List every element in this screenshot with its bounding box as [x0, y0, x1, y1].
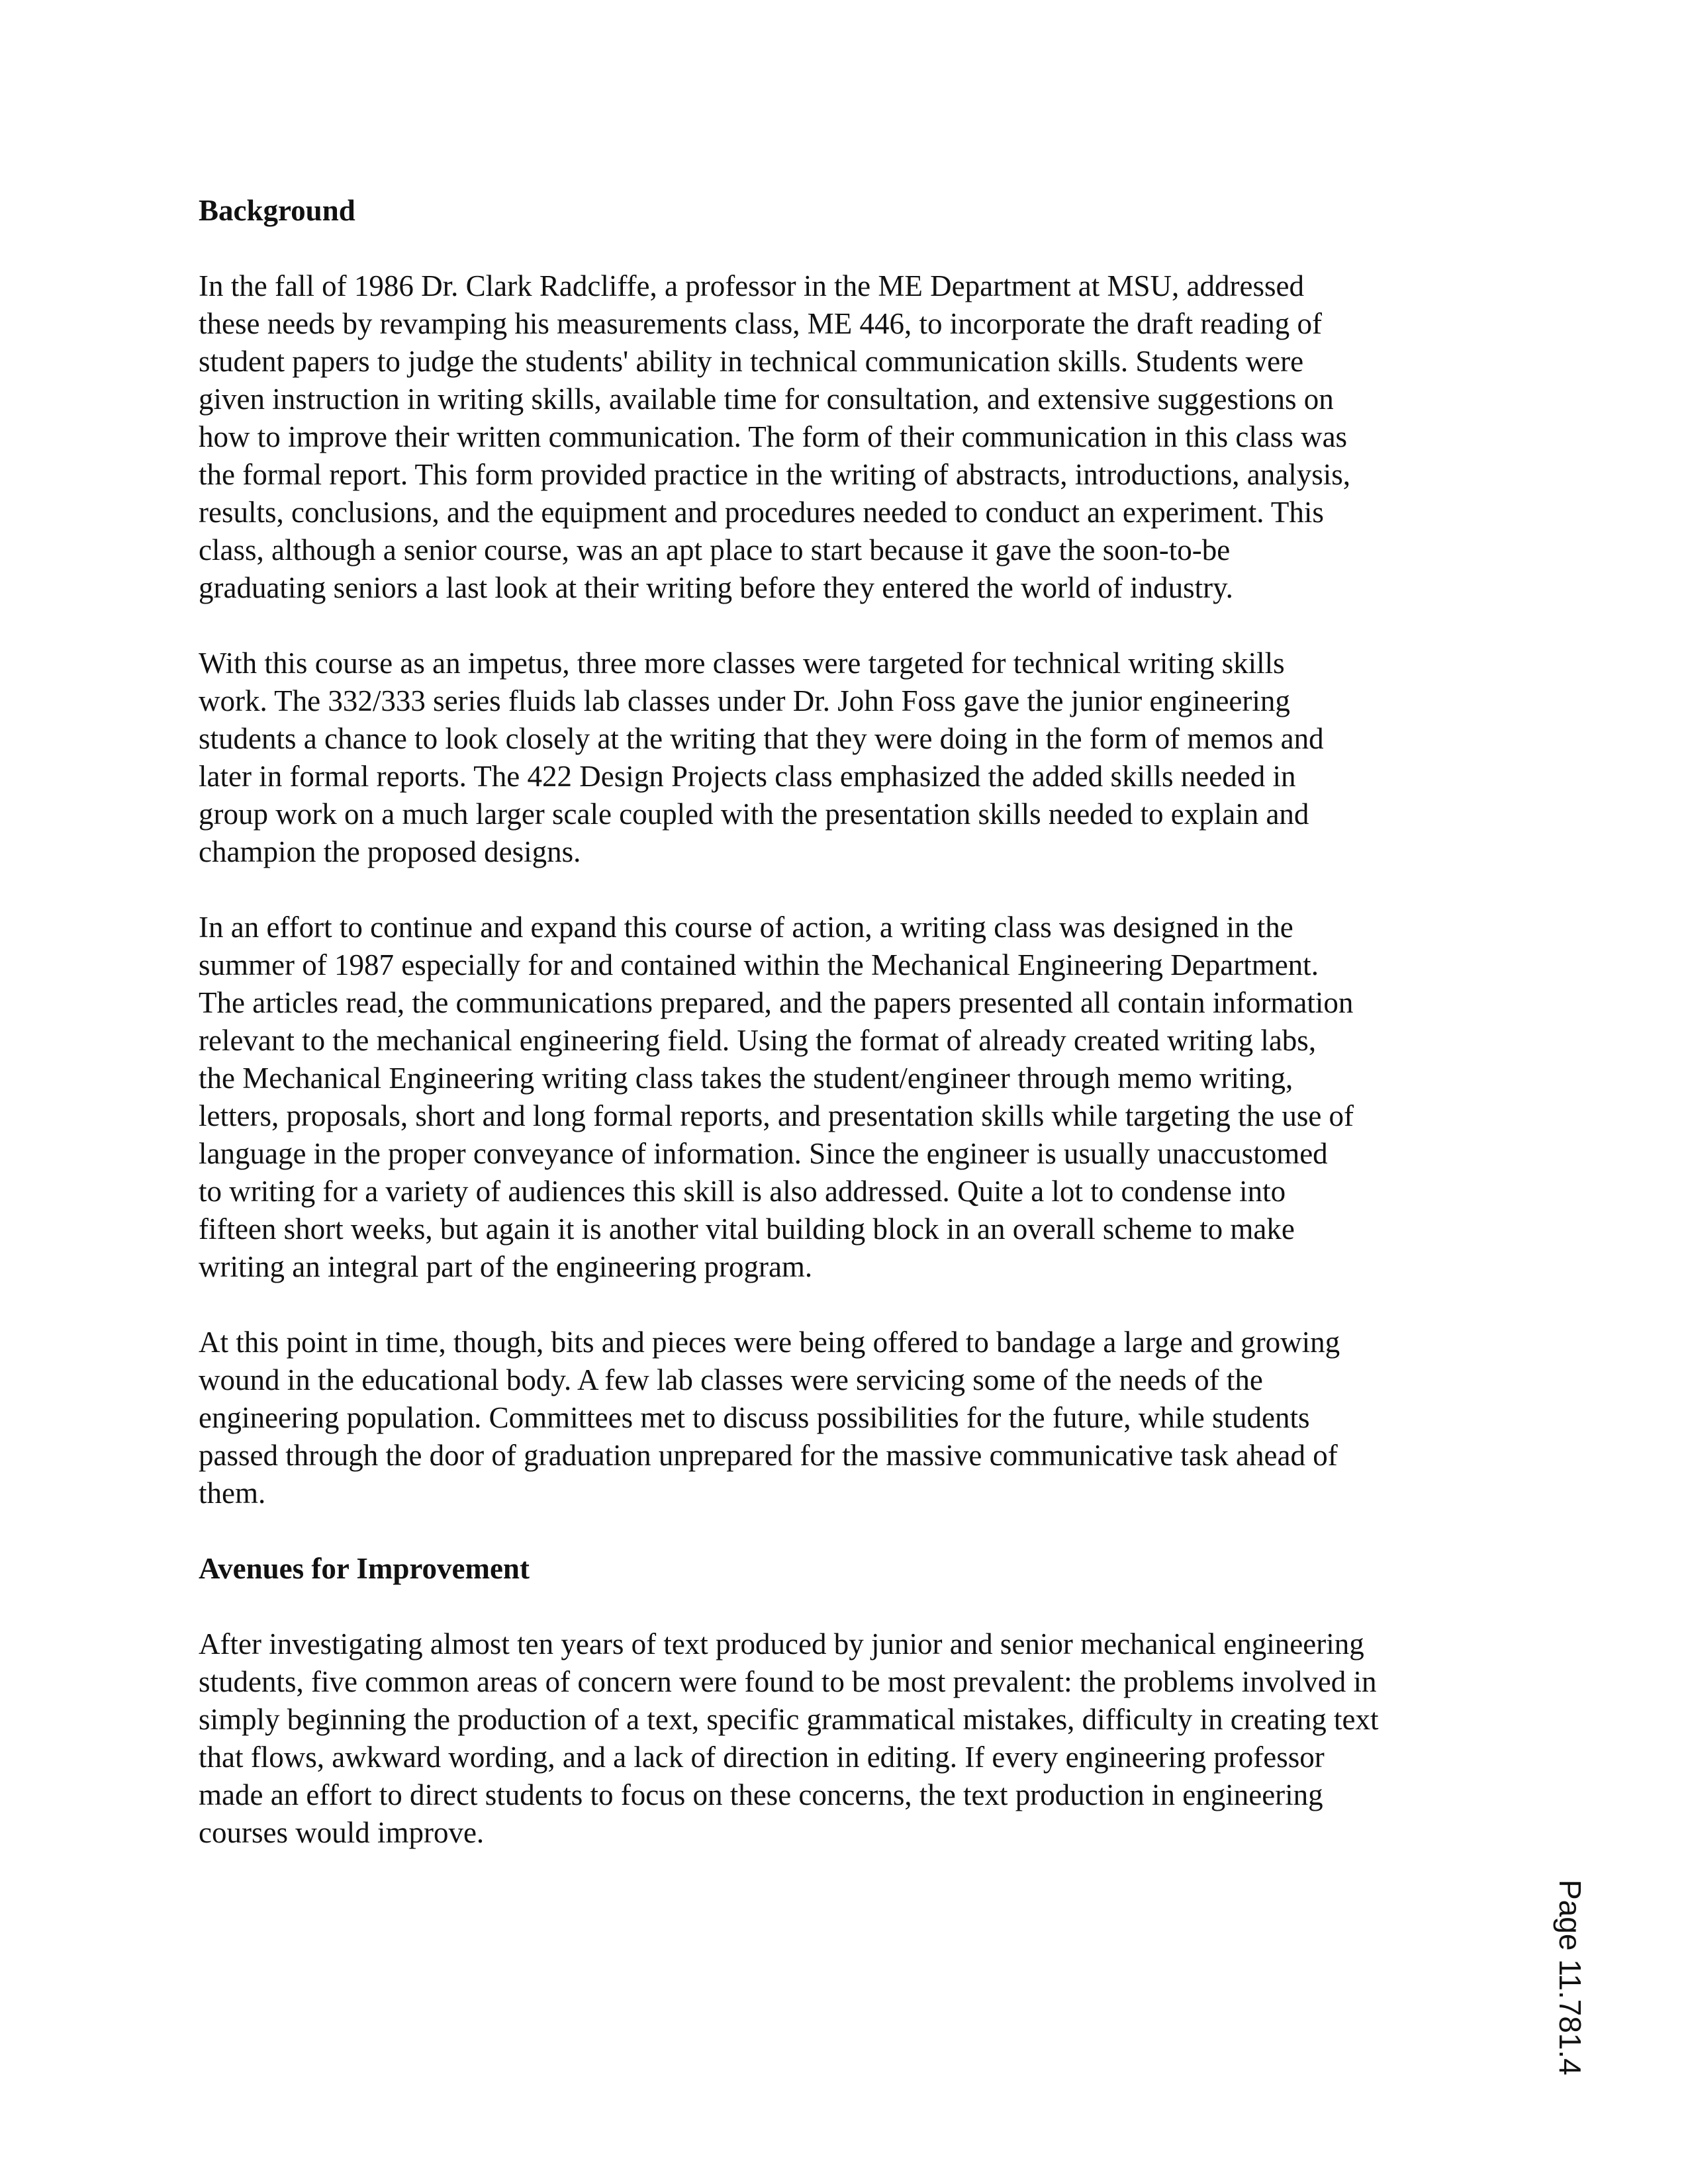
text-line: results, conclusions, and the equipment and procedures needed to conduct an experiment. This	[199, 496, 1324, 529]
paragraph-investigation	[199, 1625, 1489, 1852]
text-line: how to improve their written communication. The form of their communication in this class was	[199, 420, 1348, 453]
text-line: student papers to judge the students' ability in technical communication skills. Students were	[199, 345, 1304, 378]
paragraph-impetus	[199, 645, 1489, 871]
text-line: group work on a much larger scale coupled with the presentation skills needed to explain and	[199, 797, 1309, 831]
text-line: these needs by revamping his measurements class, ME 446, to incorporate the draft reading of	[199, 307, 1322, 340]
text-line: In an effort to continue and expand this course of action, a writing class was designed in the	[199, 911, 1293, 944]
text-line: them.	[199, 1477, 266, 1510]
text-line: made an effort to direct students to focus on these concerns, the text production in engineering	[199, 1778, 1323, 1811]
text-line: With this course as an impetus, three more classes were targeted for technical writing skills	[199, 647, 1285, 680]
section-heading-background: Background	[199, 194, 355, 227]
text-line: champion the proposed designs.	[199, 835, 581, 868]
text-line: After investigating almost ten years of text produced by junior and senior mechanical engineering	[199, 1627, 1364, 1661]
section-heading-avenues: Avenues for Improvement	[199, 1552, 530, 1585]
paragraph-radcliffe	[199, 267, 1489, 607]
document-body	[199, 192, 1489, 1889]
text-line: students a chance to look closely at the writing that they were doing in the form of memos and	[199, 722, 1324, 755]
text-line: In the fall of 1986 Dr. Clark Radcliffe, a professor in the ME Department at MSU, addressed	[199, 269, 1304, 302]
text-line: passed through the door of graduation unprepared for the massive communicative task ahead of	[199, 1439, 1338, 1472]
text-line: given instruction in writing skills, available time for consultation, and extensive suggestions on	[199, 383, 1334, 416]
text-line: The articles read, the communications prepared, and the papers presented all contain information	[199, 986, 1354, 1019]
text-line: summer of 1987 especially for and contained within the Mechanical Engineering Department.	[199, 948, 1319, 981]
text-line: to writing for a variety of audiences this skill is also addressed. Quite a lot to condense into	[199, 1175, 1286, 1208]
text-line: fifteen short weeks, but again it is another vital building block in an overall scheme to make	[199, 1212, 1295, 1246]
text-line: letters, proposals, short and long formal reports, and presentation skills while targeting the use of	[199, 1099, 1354, 1132]
text-line: relevant to the mechanical engineering field. Using the format of already created writing labs,	[199, 1024, 1317, 1057]
text-line: graduating seniors a last look at their writing before they entered the world of industry.	[199, 571, 1233, 604]
text-line: At this point in time, though, bits and pieces were being offered to bandage a large and growing	[199, 1326, 1340, 1359]
text-line: that flows, awkward wording, and a lack of direction in editing. If every engineering professor	[199, 1741, 1325, 1774]
page-number-label: Page 11.781.4	[1553, 1880, 1587, 2075]
text-line: simply beginning the production of a text, specific grammatical mistakes, difficulty in creating text	[199, 1703, 1379, 1736]
text-line: language in the proper conveyance of information. Since the engineer is usually unaccustomed	[199, 1137, 1328, 1170]
text-line: the Mechanical Engineering writing class takes the student/engineer through memo writing,	[199, 1062, 1293, 1095]
text-line: work. The 332/333 series fluids lab classes under Dr. John Foss gave the junior engineering	[199, 684, 1290, 717]
text-line: students, five common areas of concern were found to be most prevalent: the problems involved in	[199, 1665, 1377, 1698]
text-line: the formal report. This form provided practice in the writing of abstracts, introductions, analysis,	[199, 458, 1350, 491]
text-line: wound in the educational body. A few lab classes were servicing some of the needs of the	[199, 1363, 1263, 1396]
paragraph-writing-class	[199, 909, 1489, 1286]
text-line: later in formal reports. The 422 Design Projects class emphasized the added skills needed in	[199, 760, 1296, 793]
text-line: writing an integral part of the engineering program.	[199, 1250, 813, 1283]
paragraph-bandage	[199, 1324, 1489, 1512]
text-line: courses would improve.	[199, 1816, 485, 1849]
text-line: engineering population. Committees met to discuss possibilities for the future, while students	[199, 1401, 1310, 1434]
text-line: class, although a senior course, was an apt place to start because it gave the soon-to-be	[199, 533, 1231, 567]
